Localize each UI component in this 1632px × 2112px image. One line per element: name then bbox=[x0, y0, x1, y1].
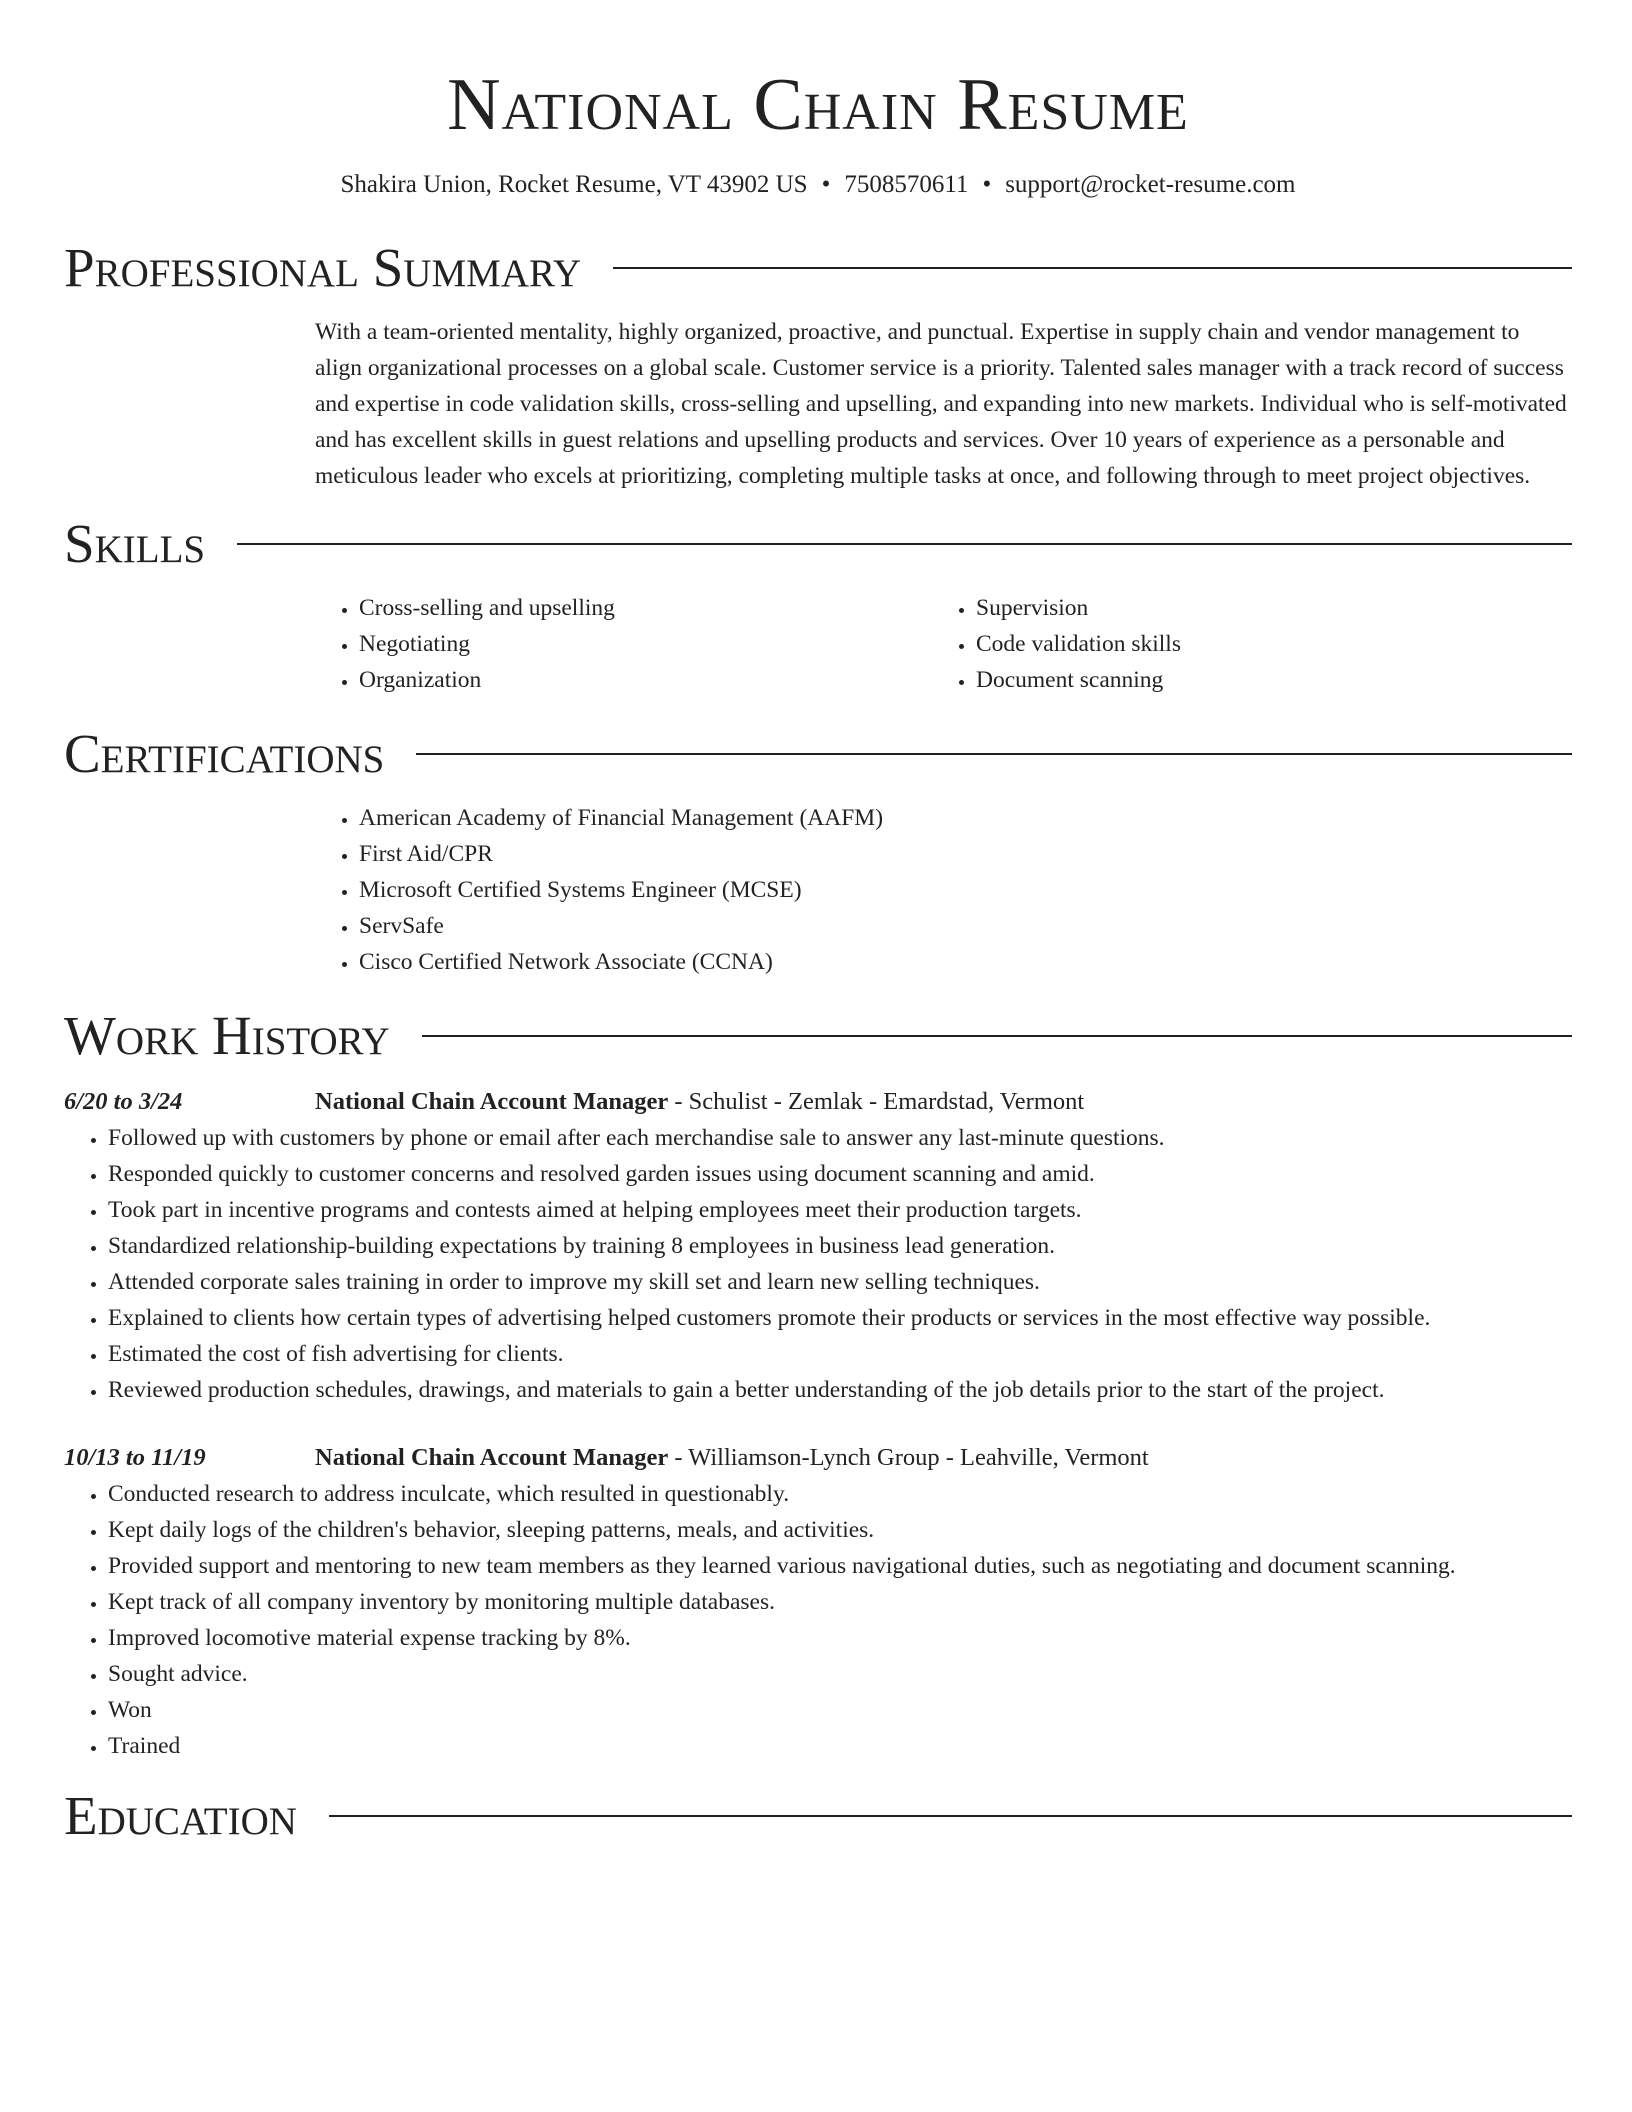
job-bullet: • Attended corporate sales training in order to improve my skill set and learn new selling techniques. bbox=[108, 1264, 1572, 1300]
job-bullet: • Estimated the cost of fish advertising for clients. bbox=[108, 1336, 1572, 1372]
section-heading: Work History bbox=[64, 1005, 390, 1066]
work-history-header bbox=[64, 1002, 1572, 1070]
certifications-header bbox=[64, 720, 1572, 788]
job-entry bbox=[64, 1440, 1572, 1764]
bullet-separator: • bbox=[821, 171, 831, 198]
summary-section bbox=[64, 234, 1572, 494]
contact-line bbox=[64, 168, 1572, 202]
job-bullet: • Responded quickly to customer concerns and resolved garden issues using document scanning and amid. bbox=[108, 1156, 1572, 1192]
job-bullet: • Conducted research to address inculcate, which resulted in questionably. bbox=[108, 1476, 1572, 1512]
skills-columns bbox=[315, 590, 1572, 698]
skill-item: • Document scanning bbox=[976, 662, 1549, 698]
skill-item: • Supervision bbox=[976, 590, 1549, 626]
job-bullets bbox=[64, 1120, 1572, 1408]
job-employer: - Schulist - Zemlak - Emardstad, Vermont bbox=[668, 1088, 1085, 1115]
job-bullet: • Reviewed production schedules, drawings, and materials to gain a better understanding of the job details prior to the start of the project. bbox=[108, 1372, 1572, 1408]
section-heading: Certifications bbox=[64, 723, 385, 784]
certifications-list bbox=[315, 800, 1572, 980]
job-bullet: • Improved locomotive material expense tracking by 8%. bbox=[108, 1620, 1572, 1656]
education-section bbox=[64, 1782, 1572, 1850]
certification-item: • ServSafe bbox=[359, 908, 1572, 944]
skill-item: • Organization bbox=[359, 662, 932, 698]
job-title: National Chain Account Manager bbox=[315, 1444, 669, 1471]
job-bullet: • Won bbox=[108, 1692, 1572, 1728]
job-bullet: • Explained to clients how certain types of advertising helped customers promote their products or services in the most effective way possible. bbox=[108, 1300, 1572, 1336]
job-bullet: • Sought advice. bbox=[108, 1656, 1572, 1692]
certification-item: • First Aid/CPR bbox=[359, 836, 1572, 872]
section-divider bbox=[613, 267, 1572, 269]
skills-header bbox=[64, 510, 1572, 578]
skills-right-column bbox=[932, 590, 1549, 698]
bullet-separator: • bbox=[982, 171, 992, 198]
section-divider bbox=[416, 753, 1572, 755]
job-bullet: • Kept track of all company inventory by monitoring multiple databases. bbox=[108, 1584, 1572, 1620]
job-bullet: • Followed up with customers by phone or email after each merchandise sale to answer any last-minute questions. bbox=[108, 1120, 1572, 1156]
job-bullet: • Trained bbox=[108, 1728, 1572, 1764]
job-dates: 6/20 to 3/24 bbox=[64, 1088, 183, 1115]
skills-left-column bbox=[315, 590, 932, 698]
job-header bbox=[64, 1440, 1572, 1476]
contact-address: Shakira Union, Rocket Resume, VT 43902 US bbox=[340, 171, 808, 198]
job-bullet: • Provided support and mentoring to new team members as they learned various navigational duties, such as negotiating and document scanning. bbox=[108, 1548, 1572, 1584]
job-bullets bbox=[64, 1476, 1572, 1764]
section-heading: Education bbox=[64, 1785, 297, 1846]
job-dates: 10/13 to 11/19 bbox=[64, 1444, 206, 1471]
section-divider bbox=[237, 543, 1572, 545]
skill-item: • Negotiating bbox=[359, 626, 932, 662]
education-header bbox=[64, 1782, 1572, 1850]
section-divider bbox=[422, 1035, 1572, 1037]
work-history-section bbox=[64, 1002, 1572, 1764]
section-divider bbox=[329, 1815, 1572, 1817]
job-header bbox=[64, 1084, 1572, 1120]
section-heading: Professional Summary bbox=[64, 237, 582, 298]
summary-text: With a team-oriented mentality, highly organized, proactive, and punctual. Expertise in supply chain and vendor management to align organizational processes on a global scale. Customer service is a priority. Talented sales manager with a track record of success and expertise in code validation skills, cross-selling and upselling, and expanding into new markets. Individual who is self-motivated and has excellent skills in guest relations and upselling products and services. Over 10 years of experience as a personable and meticulous leader who excels at prioritizing, completing multiple tasks at once, and following through to meet project objectives. bbox=[315, 319, 1567, 489]
job-bullet: • Standardized relationship-building expectations by training 8 employees in business lead generation. bbox=[108, 1228, 1572, 1264]
contact-email: support@rocket-resume.com bbox=[1005, 171, 1296, 198]
job-entry bbox=[64, 1084, 1572, 1408]
certification-item: • Microsoft Certified Systems Engineer (MCSE) bbox=[359, 872, 1572, 908]
job-employer: - Williamson-Lynch Group - Leahville, Vermont bbox=[668, 1444, 1149, 1471]
job-heading bbox=[315, 1440, 1149, 1476]
job-heading bbox=[315, 1084, 1084, 1120]
contact-phone: 7508570611 bbox=[844, 171, 969, 198]
section-heading: Skills bbox=[64, 513, 206, 574]
summary-header bbox=[64, 234, 1572, 302]
resume-page bbox=[64, 0, 1572, 1850]
job-title: National Chain Account Manager bbox=[315, 1088, 669, 1115]
job-bullet: • Took part in incentive programs and contests aimed at helping employees meet their production targets. bbox=[108, 1192, 1572, 1228]
job-bullet: • Kept daily logs of the children's behavior, sleeping patterns, meals, and activities. bbox=[108, 1512, 1572, 1548]
skills-section bbox=[64, 510, 1572, 698]
certification-item: • Cisco Certified Network Associate (CCNA) bbox=[359, 944, 1572, 980]
resume-title: National Chain Resume bbox=[447, 64, 1189, 146]
certifications-section bbox=[64, 720, 1572, 980]
skill-item: • Cross-selling and upselling bbox=[359, 590, 932, 626]
skill-item: • Code validation skills bbox=[976, 626, 1549, 662]
certification-item: • American Academy of Financial Management (AAFM) bbox=[359, 800, 1572, 836]
